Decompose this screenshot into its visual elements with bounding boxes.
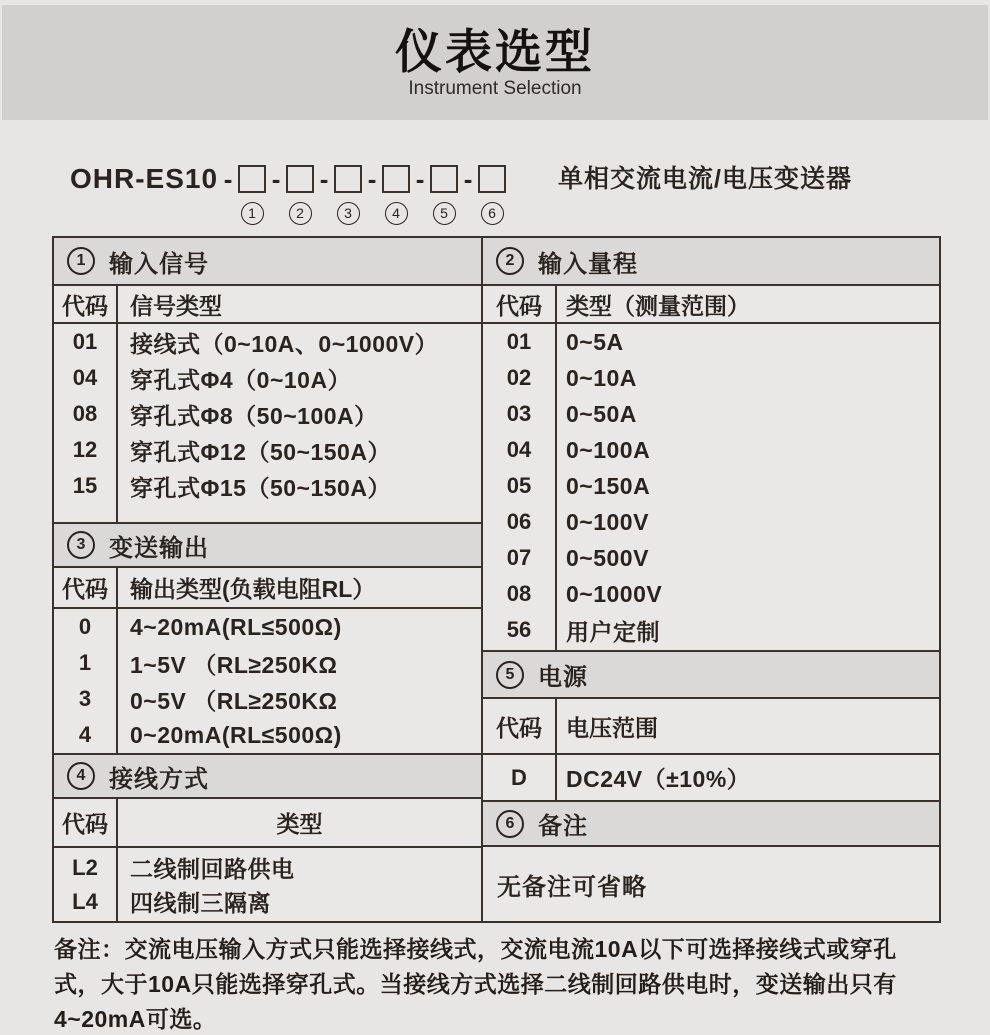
column-header-row bbox=[483, 286, 939, 324]
selection-table bbox=[52, 236, 941, 923]
value-cell: 0~10A bbox=[566, 364, 637, 391]
code-placeholder-box bbox=[238, 165, 266, 193]
code-cell: L2 bbox=[72, 854, 98, 880]
circled-number-1: 1 bbox=[241, 202, 264, 225]
value-cell: 4~20mA(RL≤500Ω) bbox=[130, 613, 342, 640]
section-title: 备注 bbox=[538, 813, 588, 840]
dash-separator: - bbox=[223, 164, 233, 194]
value-cell: 四线制三隔离 bbox=[130, 890, 271, 916]
circled-number-5: 5 bbox=[433, 202, 456, 225]
dash-separator: - bbox=[415, 164, 425, 194]
dash-separator: - bbox=[367, 164, 377, 194]
code-cell: L4 bbox=[72, 888, 98, 914]
model-position-6 bbox=[478, 163, 506, 225]
model-position-2 bbox=[286, 163, 314, 225]
model-position-1 bbox=[238, 163, 266, 225]
column-header-row bbox=[483, 699, 939, 755]
section-body-output bbox=[54, 609, 481, 755]
value-cell: 0~100A bbox=[566, 436, 651, 463]
code-cell: 08 bbox=[72, 401, 98, 426]
value-cell: 0~150A bbox=[566, 472, 651, 499]
value-column-header: 电压范围 bbox=[566, 714, 658, 741]
table-right-column bbox=[483, 238, 939, 921]
code-cells bbox=[54, 609, 118, 753]
value-cell: 0~20mA(RL≤500Ω) bbox=[130, 721, 342, 748]
code-cell: 0 bbox=[78, 614, 92, 639]
circled-number-3: 3 bbox=[337, 202, 360, 225]
circled-number-2: 2 bbox=[289, 202, 312, 225]
footnote: 备注：交流电压输入方式只能选择接线式，交流电流10A以下可选择接线式或穿孔式，大于10A只能选择穿孔式。当接线方式选择二线制回路供电时，变送输出只有4~20mA可选。 bbox=[54, 936, 897, 1032]
code-cell: D bbox=[511, 764, 527, 790]
value-cells bbox=[557, 755, 939, 800]
circled-number-6: 6 bbox=[496, 810, 524, 838]
code-cell: 01 bbox=[506, 329, 532, 354]
code-cells bbox=[483, 324, 557, 650]
section-title: 电源 bbox=[538, 664, 588, 691]
code-cell: 01 bbox=[72, 329, 98, 354]
value-cells bbox=[557, 324, 939, 650]
code-placeholder-box bbox=[430, 165, 458, 193]
code-cell: 05 bbox=[506, 473, 532, 498]
code-column-header: 代码 bbox=[483, 286, 557, 322]
code-cell: 02 bbox=[506, 365, 532, 390]
section-header-output bbox=[54, 524, 481, 568]
section-title: 输入量程 bbox=[538, 250, 638, 278]
column-header-row bbox=[54, 568, 481, 609]
value-column-header: 信号类型 bbox=[130, 292, 222, 319]
section-body-wiring bbox=[54, 848, 481, 921]
code-cell: 1 bbox=[78, 650, 92, 675]
code-column-header: 代码 bbox=[54, 568, 118, 607]
circled-number-5: 5 bbox=[496, 661, 524, 689]
value-cell: 0~50A bbox=[566, 400, 637, 427]
section-body-remark bbox=[483, 847, 939, 921]
code-placeholder-box bbox=[478, 165, 506, 193]
code-placeholder-box bbox=[286, 165, 314, 193]
model-position-5 bbox=[430, 163, 458, 225]
value-cell: 0~100V bbox=[566, 508, 649, 535]
circled-number-4: 4 bbox=[385, 202, 408, 225]
value-cell: 二线制回路供电 bbox=[130, 856, 295, 882]
value-cell: 穿孔式Φ8（50~100A） bbox=[130, 402, 378, 429]
value-cell: 用户定制 bbox=[566, 618, 660, 645]
model-prefix: OHR-ES10 bbox=[70, 163, 219, 194]
code-cell: 4 bbox=[78, 722, 92, 747]
model-position-4 bbox=[382, 163, 410, 225]
header-banner bbox=[2, 5, 988, 120]
column-header-row bbox=[54, 799, 481, 848]
code-cell: 04 bbox=[506, 437, 532, 462]
value-cell: 穿孔式Φ4（0~10A） bbox=[130, 366, 352, 393]
code-cell: 06 bbox=[506, 509, 532, 534]
code-cell: 12 bbox=[72, 437, 98, 462]
code-cells bbox=[54, 848, 118, 921]
section-header-input-signal bbox=[54, 238, 481, 286]
dash-separator: - bbox=[271, 164, 281, 194]
page-subtitle: Instrument Selection bbox=[408, 78, 582, 99]
value-cell: 接线式（0~10A、0~1000V） bbox=[130, 330, 439, 357]
code-cell: 03 bbox=[506, 401, 532, 426]
section-header-wiring bbox=[54, 755, 481, 799]
code-cells bbox=[483, 755, 557, 800]
value-column-header: 类型（测量范围） bbox=[566, 292, 750, 319]
model-code-line bbox=[70, 163, 852, 225]
value-cells bbox=[118, 848, 481, 921]
circled-number-2: 2 bbox=[496, 247, 524, 275]
code-column-header: 代码 bbox=[54, 286, 118, 322]
code-cell: 04 bbox=[72, 365, 98, 390]
value-cell: 1~5V （RL≥250KΩ bbox=[130, 651, 338, 678]
circled-number-4: 4 bbox=[67, 762, 95, 790]
value-cell: 穿孔式Φ12（50~150A） bbox=[130, 438, 391, 465]
circled-number-6: 6 bbox=[481, 202, 504, 225]
code-placeholder-box bbox=[382, 165, 410, 193]
code-cell: 56 bbox=[506, 617, 532, 642]
dash-separator: - bbox=[463, 164, 473, 194]
value-cells bbox=[118, 609, 481, 753]
code-column-header: 代码 bbox=[483, 699, 557, 753]
section-header-power bbox=[483, 652, 939, 699]
code-placeholder-box bbox=[334, 165, 362, 193]
model-description: 单相交流电流/电压变送器 bbox=[558, 165, 852, 193]
section-title: 输入信号 bbox=[109, 250, 209, 278]
code-cell: 3 bbox=[78, 686, 92, 711]
value-cells bbox=[118, 324, 481, 522]
section-body-input-signal bbox=[54, 324, 481, 524]
circled-number-1: 1 bbox=[67, 247, 95, 275]
code-cells bbox=[54, 324, 118, 522]
value-cell: 0~5V （RL≥250KΩ bbox=[130, 687, 338, 714]
table-left-column bbox=[54, 238, 483, 921]
value-cell: 0~5A bbox=[566, 328, 624, 355]
value-cell: DC24V（±10%） bbox=[566, 766, 751, 792]
code-cell: 15 bbox=[72, 473, 98, 498]
circled-number-3: 3 bbox=[67, 531, 95, 559]
section-title: 接线方式 bbox=[109, 765, 209, 793]
section-header-remark bbox=[483, 802, 939, 847]
page-title: 仪表选型 bbox=[395, 25, 595, 78]
code-column-header: 代码 bbox=[54, 799, 118, 846]
column-header-row bbox=[54, 286, 481, 324]
value-cell: 穿孔式Φ15（50~150A） bbox=[130, 474, 391, 501]
section-header-input-range bbox=[483, 238, 939, 286]
value-column-header: 类型 bbox=[276, 811, 323, 837]
section-body-power bbox=[483, 755, 939, 802]
section-title: 变送输出 bbox=[109, 534, 209, 562]
model-position-3 bbox=[334, 163, 362, 225]
value-column-header: 输出类型(负载电阻RL） bbox=[130, 576, 376, 602]
code-cell: 07 bbox=[506, 545, 532, 570]
dash-separator: - bbox=[319, 164, 329, 194]
section-body-input-range bbox=[483, 324, 939, 652]
value-cell: 0~1000V bbox=[566, 580, 663, 607]
code-cell: 08 bbox=[506, 581, 532, 606]
remark-value: 无备注可省略 bbox=[497, 873, 647, 901]
value-cell: 0~500V bbox=[566, 544, 649, 571]
